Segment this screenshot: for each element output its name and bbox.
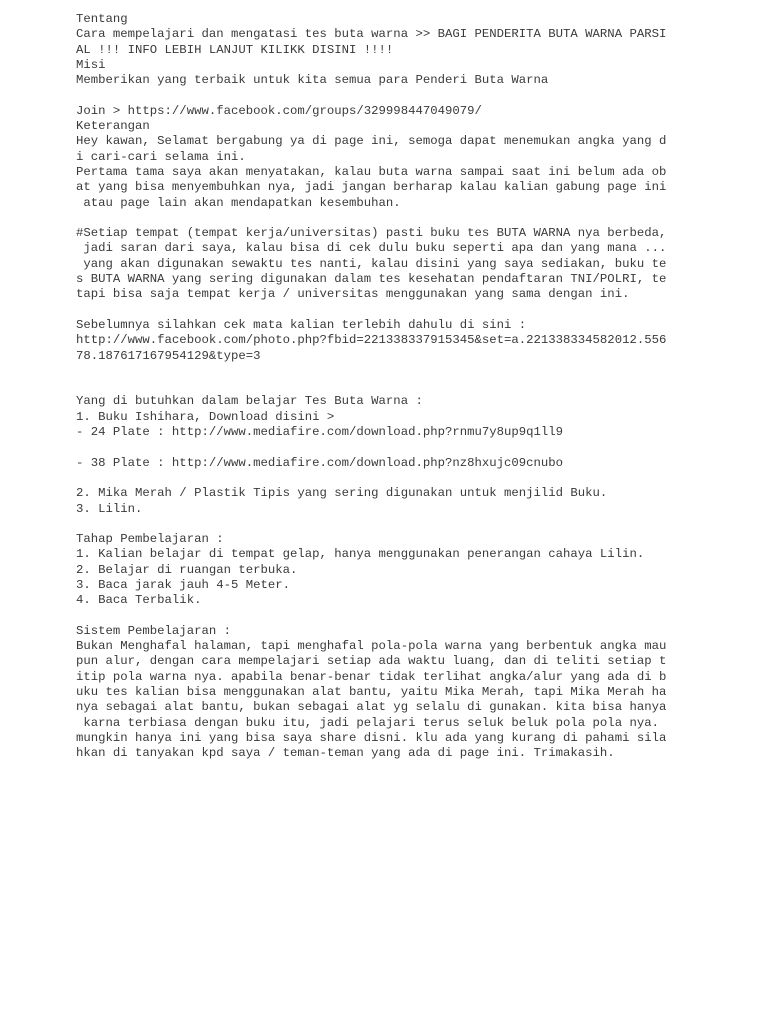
text-line: s BUTA WARNA yang sering digunakan dalam tes kesehatan pendaftaran TNI/POLRI, te (76, 272, 667, 287)
text-line: 1. Kalian belajar di tempat gelap, hanya menggunakan penerangan cahaya Lilin. (76, 547, 645, 562)
text-line: mungkin hanya ini yang bisa saya share disni. klu ada yang kurang di pahami sila (76, 730, 667, 745)
blank-line (76, 609, 696, 624)
text-line: Keterangan (76, 119, 150, 134)
text-line: 3. Baca jarak jauh 4-5 Meter. (76, 577, 291, 592)
text-line: Hey kawan, Selamat bergabung ya di page ini, semoga dapat menemukan angka yang d (76, 134, 667, 149)
text-line: Bukan Menghafal halaman, tapi menghafal pola-pola warna yang berbentuk angka mau (76, 639, 667, 654)
blank-line (76, 440, 696, 455)
text-line: Yang di butuhkan dalam belajar Tes Buta Warna : (76, 394, 423, 409)
text-line: Misi (76, 57, 106, 72)
text-line: 3. Lilin. (76, 501, 143, 516)
text-line: 2. Mika Merah / Plastik Tipis yang sering digunakan untuk menjilid Buku. (76, 486, 608, 501)
facebook-group-link[interactable]: Join > https://www.facebook.com/groups/329998447049079/ (76, 103, 482, 118)
blank-line (76, 303, 696, 318)
blank-line (76, 211, 696, 226)
text-line: yang akan digunakan sewaktu tes nanti, kalau disini yang saya sediakan, buku te (76, 256, 667, 271)
text-line: Tentang (76, 12, 128, 26)
blank-line (76, 471, 696, 486)
text-line: 1. Buku Ishihara, Download disini > (76, 409, 335, 424)
blank-line (76, 88, 696, 103)
text-line: at yang bisa menyembuhkan nya, jadi jangan berharap kalau kalian gabung page ini (76, 180, 667, 195)
text-line: Tahap Pembelajaran : (76, 532, 224, 547)
download-link-38-plate[interactable]: - 38 Plate : http://www.mediafire.com/download.php?nz8hxujc09cnubo (76, 455, 564, 470)
download-link-24-plate[interactable]: - 24 Plate : http://www.mediafire.com/download.php?rnmu7y8up9q1ll9 (76, 425, 564, 440)
document-body (76, 12, 696, 762)
text-line: Sebelumnya silahkan cek mata kalian terlebih dahulu di sini : (76, 317, 527, 332)
text-line: Memberikan yang terbaik untuk kita semua para Penderi Buta Warna (76, 73, 549, 88)
blank-line (76, 379, 696, 394)
blank-line (76, 364, 696, 379)
text-line: jadi saran dari saya, kalau bisa di cek dulu buku seperti apa dan yang mana ... (76, 241, 667, 256)
text-line: itip pola warna nya. apabila benar-benar tidak terlihat angka/alur yang ada di b (76, 669, 667, 684)
text-line: pun alur, dengan cara mempelajari setiap ada waktu luang, dan di teliti setiap t (76, 654, 667, 669)
text-line: tapi bisa saja tempat kerja / universitas menggunakan yang sama dengan ini. (76, 287, 630, 302)
text-line: Sistem Pembelajaran : (76, 623, 231, 638)
text-line: 2. Belajar di ruangan terbuka. (76, 562, 298, 577)
text-line: nya sebagai alat bantu, bukan sebagai alat yg selalu di gunakan. kita bisa hanya (76, 700, 667, 715)
text-line: karna terbiasa dengan buku itu, jadi pelajari terus seluk beluk pola pola nya. (76, 715, 659, 730)
text-line: 4. Baca Terbalik. (76, 593, 202, 608)
text-line: atau page lain akan mendapatkan kesembuhan. (76, 195, 401, 210)
text-line: i cari-cari selama ini. (76, 149, 246, 164)
text-line: AL !!! INFO LEBIH LANJUT KILIKK DISINI !!!! (76, 42, 394, 57)
text-line: #Setiap tempat (tempat kerja/universitas) pasti buku tes BUTA WARNA nya berbeda, (76, 226, 667, 241)
text-line: hkan di tanyakan kpd saya / teman-teman yang ada di page ini. Trimakasih. (76, 746, 615, 761)
facebook-photo-link[interactable]: http://www.facebook.com/photo.php?fbid=221338337915345&set=a.221338334582012.556 (76, 333, 667, 348)
text-line: uku tes kalian bisa menggunakan alat bantu, yaitu Mika Merah, tapi Mika Merah ha (76, 685, 667, 700)
facebook-photo-link-cont[interactable]: 78.187617167954129&type=3 (76, 348, 261, 363)
text-line: Cara mempelajari dan mengatasi tes buta warna >> BAGI PENDERITA BUTA WARNA PARSI (76, 27, 667, 42)
text-line: Pertama tama saya akan menyatakan, kalau buta warna sampai saat ini belum ada ob (76, 164, 667, 179)
blank-line (76, 517, 696, 532)
